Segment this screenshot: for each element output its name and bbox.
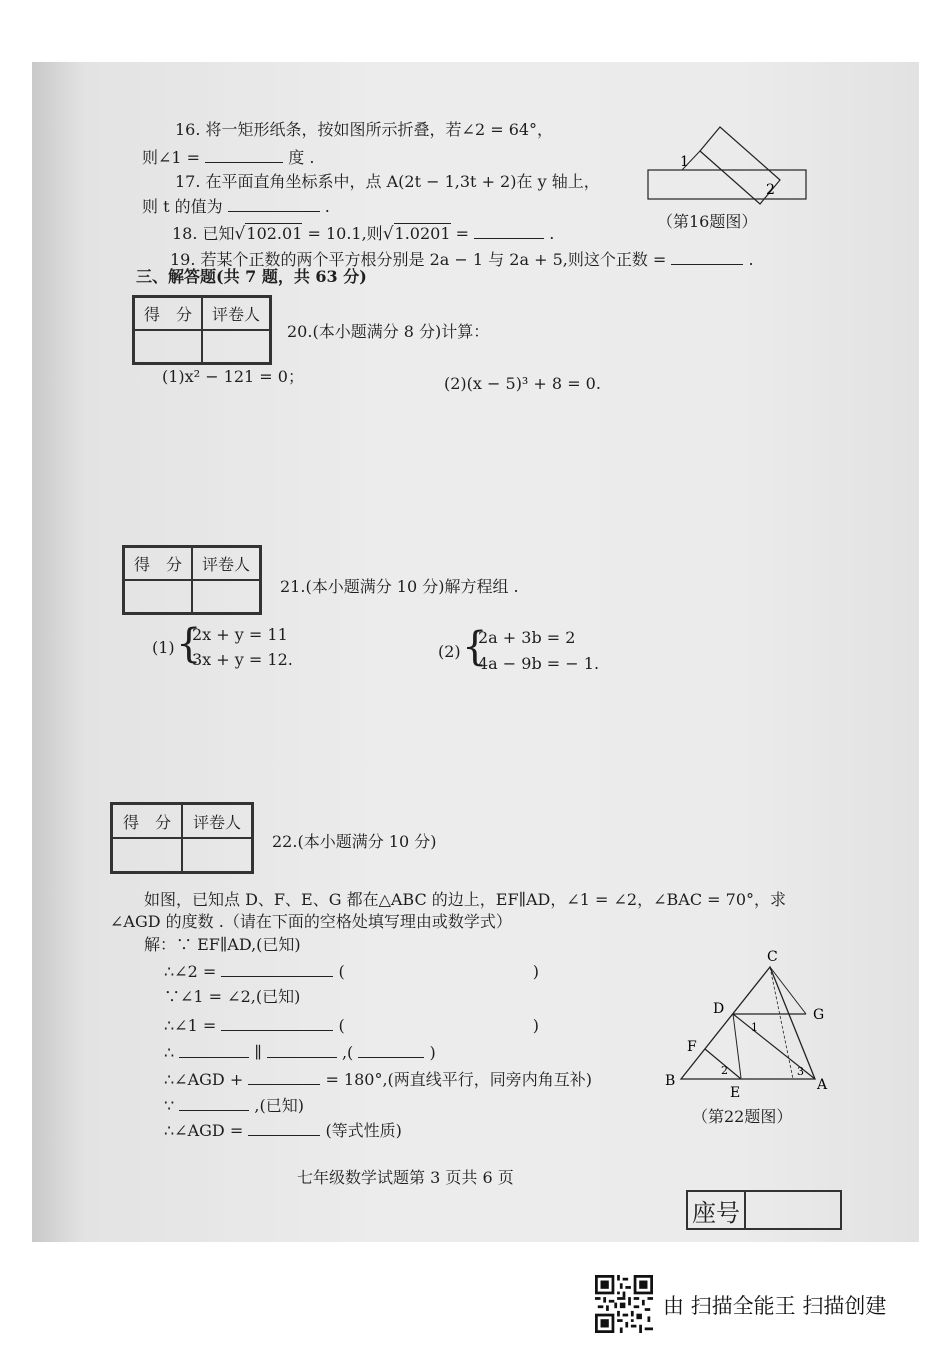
q21-p2-eq2: 4a − 9b = − 1. [478,654,600,673]
fig16-label-2: 2 [766,182,775,198]
seat-number-field [746,1192,840,1228]
q18-line: 18. 已知√102.01 = 10.1,则√1.0201 = . [172,224,555,244]
exam-page-photo [32,62,919,1242]
q16-line2: 则∠1 = 度 . [142,148,315,167]
q22-blank-supplement [248,1068,320,1085]
q21-p1-brace: { [176,621,202,667]
q22-step2: ∴∠2 = ( ) [164,962,539,981]
fig22-label-b: B [665,1073,676,1089]
q17-line2: 则 t 的值为 . [142,197,330,216]
q22-step5: ∴ ∥ ,( ) [164,1043,436,1062]
q22-step6: ∴∠AGD + = 180°,(两直线平行，同旁内角互补) [164,1070,593,1089]
seat-number-box [686,1190,842,1230]
q18-answer-blank [474,222,544,239]
q22-step4: ∴∠1 = ( ) [164,1016,539,1035]
fig22-label-2: 2 [721,1064,728,1077]
q22-desc1: 如图，已知点 D、F、E、G 都在△ABC 的边上，EF∥AD，∠1 = ∠2，∠BAC = 70°，求 [144,890,787,909]
q22-step1: 解：∵ EF∥AD,(已知) [144,935,301,954]
scanner-watermark: 由 扫描全能王 扫描创建 [663,1294,887,1318]
fig22-label-c: C [767,949,778,965]
fig22-label-g: G [813,1007,825,1023]
q21-p1-eq1: 2x + y = 11 [192,625,288,644]
fig22-label-e: E [730,1085,741,1101]
q22-title: 22.(本小题满分 10 分) [272,832,437,851]
q20-part2: (2)(x − 5)³ + 8 = 0. [444,374,601,393]
q22-blank-parallel-left [179,1041,249,1058]
q21-p1-label: (1) [152,638,175,657]
seat-label: 座号 [688,1192,746,1228]
fig22-label-1: 1 [751,1021,758,1034]
qr-code-icon [593,1275,655,1333]
q22-blank-angle2 [221,960,333,977]
q22-blank-given [179,1094,249,1111]
q17-answer-blank [228,195,320,212]
q22-step3: ∵∠1 = ∠2,(已知) [164,987,301,1006]
fig22-label-d: D [713,1001,725,1017]
page-footer: 七年级数学试题第 3 页共 6 页 [297,1168,514,1187]
q20-title: 20.(本小题满分 8 分)计算： [287,322,490,341]
q22-blank-reason [358,1041,424,1058]
q16-line1: 16. 将一矩形纸条，按如图所示折叠，若∠2 = 64°， [175,120,554,139]
score-box-q21: 得 分 评卷人 [122,545,262,615]
q17-line1: 17. 在平面直角坐标系中，点 A(2t − 1,3t + 2)在 y 轴上， [175,172,600,191]
q21-p2-eq1: 2a + 3b = 2 [478,628,576,647]
q22-blank-parallel-right [267,1041,337,1058]
section-3-heading: 三、解答题(共 7 题，共 63 分) [136,267,367,286]
q22-blank-angle1 [221,1014,333,1031]
fig22-label-3: 3 [797,1065,804,1078]
q19-line: 19. 若某个正数的两个平方根分别是 2a − 1 与 2a + 5,则这个正数 = . [170,250,754,269]
fig22-caption: （第22题图） [692,1107,793,1126]
fig22-label-f: F [687,1039,697,1055]
score-box-q22: 得 分 评卷人 [110,802,254,874]
fig16-caption: （第16题图） [657,212,758,231]
figure-22 [647,937,847,1112]
fig22-label-a: A [817,1077,828,1093]
q22-step8: ∴∠AGD = (等式性质) [164,1121,402,1140]
figure-16 [642,122,812,297]
q16-answer-blank [205,146,283,163]
q19-answer-blank [671,248,743,265]
q22-blank-result [248,1119,320,1136]
q21-p1-eq2: 3x + y = 12. [192,650,293,669]
score-box-q20: 得 分 评卷人 [132,295,272,365]
q22-desc2: ∠AGD 的度数 .（请在下面的空格处填写理由或数学式） [110,912,512,931]
q21-title: 21.(本小题满分 10 分)解方程组 . [280,577,519,596]
q22-step7: ∵ ,(已知) [164,1096,304,1115]
q21-p2-brace: { [462,624,488,670]
q20-part1: (1)x² − 121 = 0； [162,367,304,386]
fig16-label-1: 1 [680,154,689,170]
q21-p2-label: (2) [438,642,461,661]
